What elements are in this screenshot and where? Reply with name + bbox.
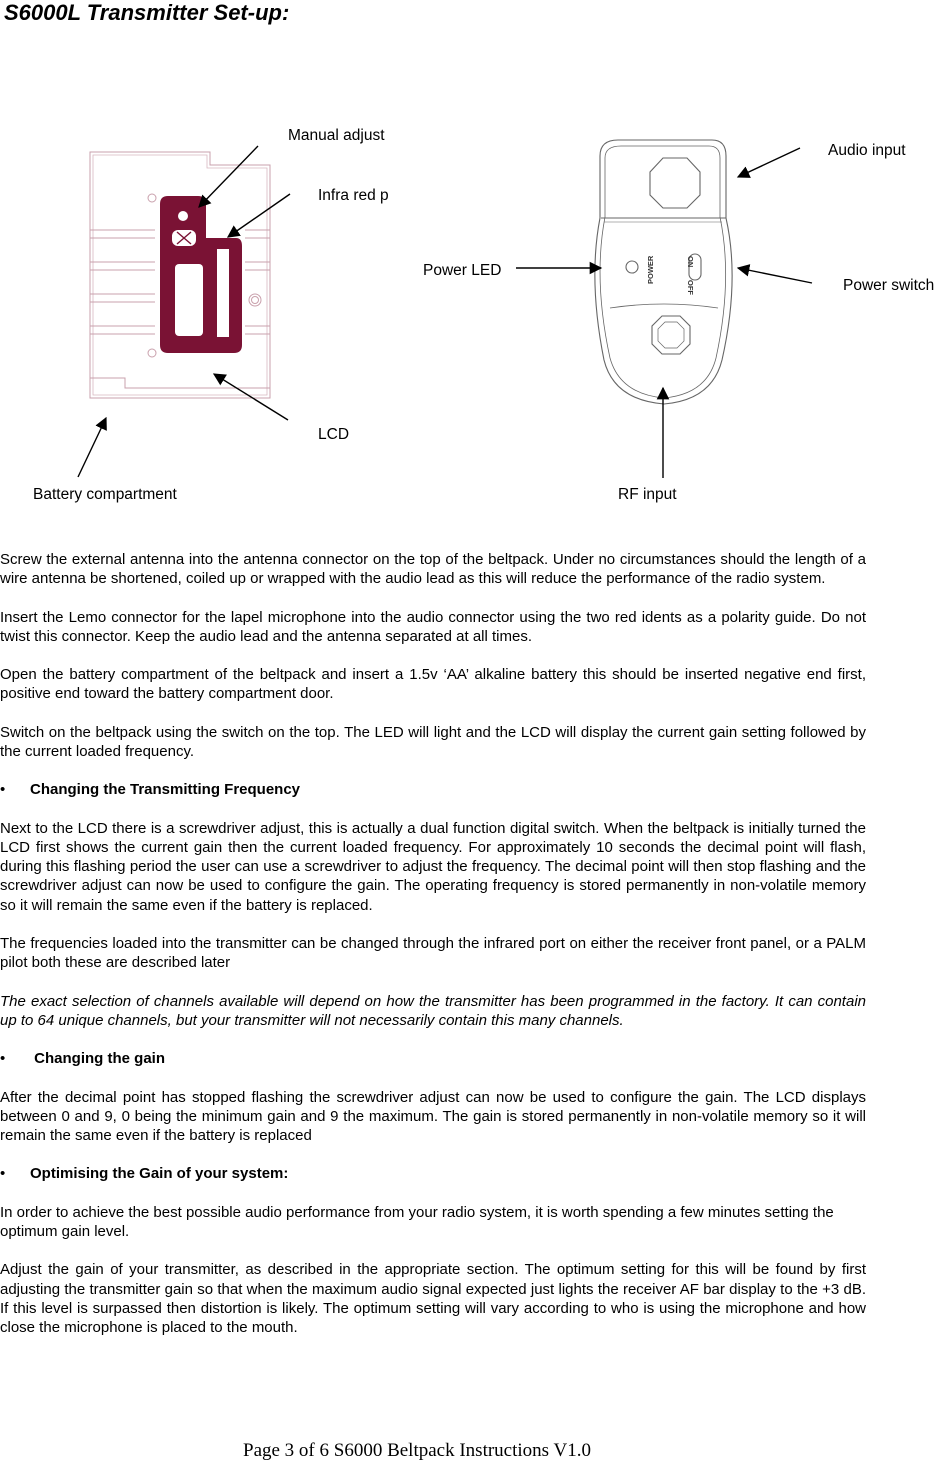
label-power-led: Power LED: [423, 262, 502, 279]
beltpack-front-view: [90, 152, 270, 398]
paragraph-lemo-connector: Insert the Lemo connector for the lapel microphone into the audio connector using the two red idents as a polarity guide. Do not twist this connector. Keep the audio lead and the antenna separated at all times.: [0, 608, 866, 645]
label-manual-adjust: Manual adjust: [288, 127, 385, 144]
paragraph-optimum-intro: In order to achieve the best possible audio performance from your radio system, it is worth spending a few minutes setting the optimum gain level.: [0, 1203, 834, 1240]
body-text: [0, 550, 866, 1356]
power-led: [626, 261, 638, 273]
device-power-text: POWER: [646, 255, 655, 284]
paragraph-antenna: Screw the external antenna into the antenna connector on the top of the beltpack. Under no circumstances should the length of a wire antenna be shortened, coiled up or wrapped with the audio lead as this will reduce the performance of the radio system.: [0, 551, 866, 588]
label-infra-red: Infra red p: [318, 187, 389, 204]
lcd-panel: [160, 196, 242, 353]
page-title: S6000L Transmitter Set-up:: [4, 0, 290, 25]
paragraph-switch-on: Switch on the beltpack using the switch on the top. The LED will light and the LCD will display the current gain setting followed by the current loaded frequency.: [0, 723, 866, 760]
transmitter-diagram: [0, 100, 940, 520]
paragraph-adjust-gain: Adjust the gain of your transmitter, as described in the appropriate section. The optimum setting for this will be found by first adjusting the transmitter gain so that when the maximum audio signal expected just lights the receiver AF bar display to the +3 dB. If this level is surpassed then distortion is likely. The optimum setting will vary according to who is using the microphone and how close the microphone is placed to the mouth.: [0, 1261, 866, 1336]
paragraph-screwdriver-adjust: Next to the LCD there is a screwdriver adjust, this is actually a dual function digital switch. When the beltpack is initially turned the LCD first shows the current gain then the current loaded frequency. For approximately 10 seconds the decimal point will flash, during this flashing period the user can use a screwdriver to adjust the frequency. The decimal point will then stop flashing and the screwdriver adjust can now be used to configure the gain. The operating frequency is stored permanently in non-volatile memory so it will remain the same even if the battery is replaced.: [0, 819, 866, 914]
heading-optimising-gain: • Optimising the Gain of your system:: [0, 1165, 289, 1183]
device-off-text: OFF: [686, 280, 695, 295]
heading-optimising-gain-text: Optimising the Gain of your system:: [30, 1165, 289, 1183]
label-power-switch: Power switch: [843, 277, 935, 294]
paragraph-battery: Open the battery compartment of the beltpack and insert a 1.5v ‘AA’ alkaline battery this should be inserted negative end first, positive end toward the battery compartment door.: [0, 666, 866, 703]
paragraph-infrared-port: The frequencies loaded into the transmitter can be changed through the infrared port on either the receiver front panel, or a PALM pilot both these are described later: [0, 934, 866, 972]
paragraph-channels-note: The exact selection of channels available will depend on how the transmitter has been programmed in the factory. It can contain up to 64 unique channels, but your transmitter will not necessarily contain this many channels.: [0, 992, 866, 1029]
page-footer: Page 3 of 6 S6000 Beltpack Instructions V1.0: [243, 1440, 591, 1461]
label-audio-input: Audio input: [828, 142, 906, 159]
device-on-text: ON: [686, 256, 695, 268]
heading-changing-frequency-text: Changing the Transmitting Frequency: [30, 781, 301, 799]
heading-changing-gain-text: Changing the gain: [30, 1050, 165, 1068]
paragraph-gain: After the decimal point has stopped flashing the screwdriver adjust can now be used to configure the gain. The LCD displays between 0 and 9, 0 being the minimum gain and 9 the maximum. The gain is stored permanently in non-volatile memory so it will remain the same even if the battery is replaced: [0, 1088, 866, 1144]
beltpack-top-view: [595, 140, 732, 404]
heading-changing-gain: • Changing the gain: [0, 1050, 165, 1068]
heading-changing-frequency: • Changing the Transmitting Frequency: [0, 781, 301, 799]
label-battery-compartment: Battery compartment: [33, 486, 177, 503]
label-lcd: LCD: [318, 426, 350, 443]
label-rf-input: RF input: [618, 486, 677, 503]
